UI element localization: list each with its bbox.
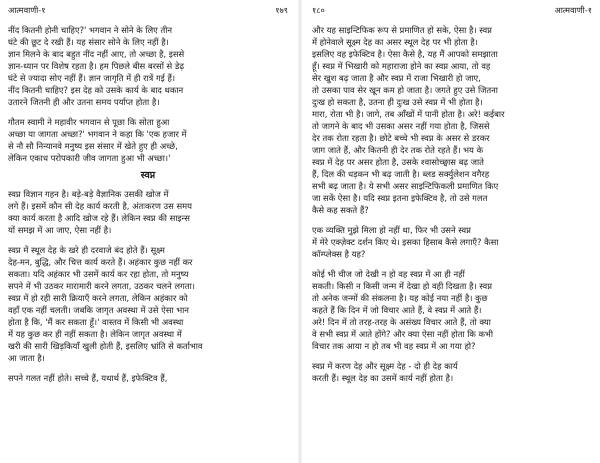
right-header-title: आत्मवाणी-१ bbox=[554, 5, 592, 15]
text-line: हैं, दिल की धड़कन भी बढ़ जाती है। ब्लड सर्क्युलेशन वगैरह bbox=[312, 169, 490, 179]
text-line: खरी की सारी खिड़कियाँ खुली होती हैं, इसलिए भ्रांति से कर्ताभाव bbox=[8, 341, 203, 351]
text-line: में यह कुछ कर ही नहीं सकता है। लेकिन जागृत अवस्था में bbox=[8, 329, 182, 339]
text-line: मारा, रोता भी है। जागे, तब आँखों में पानी होता है। अरे! कईबार bbox=[312, 109, 505, 119]
left-paragraph-4 bbox=[8, 244, 288, 364]
text-line: सेर खुश बढ़ जाता है और स्वप्न में राजा भिखारी हो जाए, bbox=[312, 73, 481, 83]
left-paragraph-3 bbox=[8, 188, 288, 236]
text-line: कहते हैं कि दिन में जो विचार आते हैं, वे स्वप्न में आते हैं। bbox=[312, 305, 482, 315]
left-paragraph-5 bbox=[8, 372, 288, 384]
text-line: में मेरे एक्ज़ेक्ट दर्शन किए थे। इसका हिसाब कैसे लगाएँ? कैसा bbox=[312, 237, 499, 247]
right-paragraph-1 bbox=[312, 24, 592, 216]
text-line: ज्ञान-ध्यान पर विशेष रहता है। हम पिछले बीस बरसों से डेढ़ bbox=[8, 61, 185, 71]
right-page-number: १८० bbox=[312, 5, 325, 15]
section-heading: स्वप्न bbox=[140, 170, 156, 181]
left-page-number: १७९ bbox=[275, 5, 288, 15]
text-line: नींद कितनी चाहिए? इस देह को उसके कार्य के बाद थकान bbox=[8, 85, 184, 95]
text-line: करती हैं। स्थूल देह का उसमें कार्य नहीं होता है। bbox=[312, 373, 454, 383]
text-line: एक व्यक्ति मुझे मिला हो नहीं था, फिर भी उसने स्वप्न bbox=[312, 225, 471, 235]
right-paragraph-3 bbox=[312, 268, 592, 352]
right-paragraph-2 bbox=[312, 224, 592, 260]
text-line: तो अनेक जन्मों की संकलना है। यह कोई नया नहीं है। कुछ bbox=[312, 293, 488, 303]
text-line: जा सकें ऐसा है। यदि स्वप्न इतना इफेक्टिव है, तो उसे गलत bbox=[312, 193, 488, 203]
text-line: नींद कितनी होनी चाहिए?' भगवान ने सोने के लिए तीन bbox=[8, 25, 173, 35]
text-line: अरे! दिन में तो तरह-तरह के असंख्य विचार आते हैं, तो क्या bbox=[312, 317, 491, 327]
text-line: स्वप्न में देह पर असर होता है, उसके श्वासोच्छ्वास बढ़ जाते bbox=[312, 157, 484, 167]
text-line: ज्ञान मिलने के बाद बहुत नींद नहीं आए, तो अच्छा है, इससे bbox=[8, 49, 185, 59]
right-page-header bbox=[312, 5, 592, 24]
text-line: स्वप्न में स्थूल देह के खरे ही दरवाजे बंद होते हैं। सूक्ष्म bbox=[8, 245, 165, 255]
right-paragraph-4 bbox=[312, 360, 592, 384]
text-line: होता है कि, 'मैं कर सकता हूँ।' वास्तव में किसी भी अवस्था bbox=[8, 317, 184, 327]
text-line: दुःख हो सकता है, उतना ही दुःख उसे स्वप्न में भी होता है। bbox=[312, 97, 483, 107]
text-line: कोई भी चीज जो देखी न हो वह स्वप्न में आ ही नहीं bbox=[312, 269, 465, 279]
text-line: स्वप्न में करण देह और सूक्ष्म देह - दो ही देह कार्य bbox=[312, 361, 458, 371]
text-line: में होनेवाले सूक्ष्म देह का असर स्थूल देह पर भी होता है। bbox=[312, 37, 478, 47]
text-line: यों समझ में आ जाए, ऐसा नहीं है। bbox=[8, 225, 112, 235]
text-line: कॉम्प्लेक्स है यह? bbox=[312, 249, 366, 259]
left-page-header bbox=[8, 5, 288, 24]
text-line: क्या कार्य करता है आदि खोज रहे हैं। लेकिन स्वप्न की साइन्स bbox=[8, 213, 190, 223]
text-line: से नौ सौ निन्यानवे मनुष्य इस संसार में खेते हुए ही अच्छे, bbox=[8, 141, 178, 151]
text-line: घंटे की छूट दे रखी हैं। यह संसार सोने के लिए नहीं है। bbox=[8, 37, 169, 47]
left-paragraph-2 bbox=[8, 116, 288, 164]
text-line: विचार तक आया न हो तब भी वह स्वप्न में आ गया हो? bbox=[312, 341, 476, 351]
left-header-title: आत्मवाणी-१ bbox=[8, 5, 46, 15]
text-line: लेकिन एकाध परोपकारी जीव जागता हुआ भी अच्छा।' bbox=[8, 153, 171, 163]
left-paragraph-1 bbox=[8, 24, 288, 108]
text-line: उतारने जितनी ही और उतना समय पर्याप्त होता है। bbox=[8, 97, 160, 107]
text-line: और यह साइन्टिफिक रूप से प्रमाणित हो सके, ऐसा है। स्वप्न bbox=[312, 25, 492, 35]
text-line: आ जाता है। bbox=[8, 353, 45, 363]
text-line: तो उसका पाव सेर खून कम हो जाता है। जगते हुए उसे जितना bbox=[312, 85, 498, 95]
text-line: इसलिए वह इफेक्टिव है। ऐसा कैसे है, यह मैं आपको समझाता bbox=[312, 49, 498, 59]
text-line: देर तक रोता रहता है। छोटे बच्चे भी स्वप्न के असर से डरकर bbox=[312, 133, 490, 143]
text-line: गौतम स्वामी ने महावीर भगवान से पूछा कि सोता हुआ bbox=[8, 117, 170, 127]
text-line: स्वप्न में हो रही सारी क्रियाएँ करने लगता, लेकिन अहंकार को bbox=[8, 293, 188, 303]
text-line: हूँ। स्वप्न में भिखारी को महाराजा होने का स्वप्न आया, तो वह bbox=[312, 61, 491, 71]
text-line: सपने में भी उठकर मारामारी करने लगता, उठकर चलने लगता। bbox=[8, 281, 195, 291]
text-line: जाग जाते हैं, और कितनी ही देर तक रोते रहते हैं। भय के bbox=[312, 145, 484, 155]
left-page bbox=[0, 0, 298, 463]
text-line: सकता। यदि अहंकार भी उसमें कार्य कर रहा होता, तो मनुष्य bbox=[8, 269, 189, 279]
text-line: अच्छा या जागता अच्छा?' भगवान ने कहा कि 'एक हजार में bbox=[8, 129, 187, 139]
text-line: देह-मन, बुद्धि, और चित्त कार्य करते हैं। अहंकार कुछ नहीं कर bbox=[8, 257, 193, 267]
text-line: वे सभी स्वप्न में आते होंगे? और क्या ऐसा नहीं होता कि कभी bbox=[312, 329, 493, 339]
right-page bbox=[302, 0, 600, 463]
text-line: सभी बढ़ जाता है। ये सभी असर साइन्टिफिकली प्रमाणित किए bbox=[312, 181, 499, 191]
text-line: वहाँ एक नहीं चलती। जबकि जागृत अवस्था में उसे ऐसा भान bbox=[8, 305, 189, 315]
text-line: कैसे कह सकते हैं? bbox=[312, 205, 369, 215]
text-line: स्वप्न विज्ञान गहन है। बड़े-बड़े वैज्ञानिक उसकी खोज में bbox=[8, 189, 169, 199]
text-line: सपने गलत नहीं होते। सच्चे हैं, यथार्थ हैं, इफेक्टिव हैं, bbox=[8, 373, 168, 383]
text-line: घंटे से ज्यादा सोए नहीं हैं। ज्ञान जागृति में ही रात्रें गई हैं। bbox=[8, 73, 176, 83]
text-line: सकती। किसी न किसी जन्म में देखा हो वही दिखता है। स्वप्न bbox=[312, 281, 492, 291]
text-line: तो जागने के बाद भी उसका असर नहीं गया होता है, जिससे bbox=[312, 121, 490, 131]
text-line: लगे हैं। इसमें कौन सी देह कार्य करती है, अंतःकरण उस समय bbox=[8, 201, 192, 211]
